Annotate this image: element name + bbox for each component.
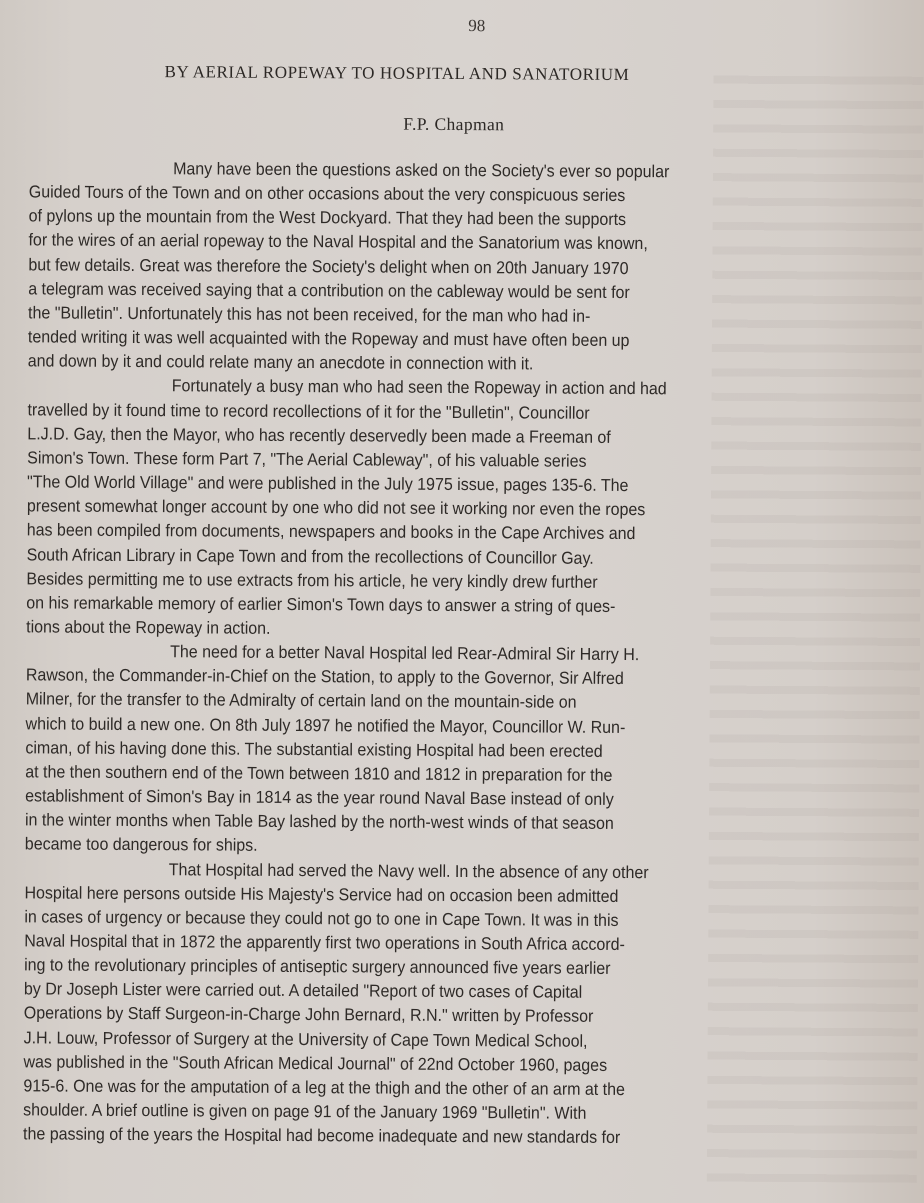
text-line: present somewhat longer account by one who did not see it working nor even the ropes (26, 495, 646, 520)
text-line: on his remarkable memory of earlier Simon's Town days to answer a string of ques- (26, 592, 616, 616)
text-line: became too dangerous for ships. (24, 833, 258, 856)
text-line: of pylons up the mountain from the West Dockyard. That they had been the supports (28, 205, 627, 230)
text-line: Simon's Town. These form Part 7, "The Aerial Cableway", of his valuable series (27, 447, 587, 471)
text-line: has been compiled from documents, newspapers and books in the Cape Archives and (26, 519, 636, 544)
text-line: The need for a better Naval Hospital led Rear-Admiral Sir Harry H. (170, 641, 640, 665)
text-line: That Hospital had served the Navy well. In the absence of any other (168, 858, 649, 882)
text-line: by Dr Joseph Lister were carried out. A detailed "Report of two cases of Capital (23, 978, 583, 1003)
text-line: shoulder. A brief outline is given on page 91 of the January 1969 "Bulletin". With (23, 1099, 587, 1123)
text-line: "The Old World Village" and were published in the July 1975 issue, pages 135-6. The (26, 471, 629, 496)
text-line: Guided Tours of the Town and on other occasions about the very conspicuous series (28, 181, 626, 206)
paragraph-4 (23, 856, 905, 1151)
text-line: Besides permitting me to use extracts from his article, he very kindly drew further (26, 568, 598, 592)
text-line: Naval Hospital that in 1872 the apparently first two operations in South Africa accord- (24, 930, 625, 955)
page-number: 98 (468, 16, 486, 36)
text-line: the passing of the years the Hospital had become inadequate and new standards for (23, 1123, 621, 1148)
paragraph-3 (25, 638, 906, 861)
text-line: establishment of Simon's Bay in 1814 as the year round Naval Base instead of only (25, 785, 614, 810)
text-line: tended writing it was well acquainted with the Ropeway and must have often been up (27, 326, 630, 351)
text-line: in the winter months when Table Bay lashed by the north-west winds of that season (24, 809, 614, 834)
text-line: which to build a new one. On 8th July 1897 he notified the Mayor, Councillor W. Run- (25, 712, 626, 737)
text-line: in cases of urgency or because they could not go to one in Cape Town. It was in this (24, 906, 619, 930)
text-line: and down by it and could relate many an anecdote in connection with it. (27, 350, 534, 374)
paragraph-1 (28, 155, 909, 378)
text-line: travelled by it found time to record recollections of it for the "Bulletin", Councillor (27, 398, 590, 423)
paragraph-2 (26, 373, 908, 644)
text-line: the "Bulletin". Unfortunately this has not been received, for the man who had in- (28, 302, 591, 326)
article-author: F.P. Chapman (403, 113, 505, 135)
article-body (23, 155, 909, 1151)
text-line: at the then southern end of the Town between 1810 and 1812 in preparation for the (25, 761, 613, 785)
text-line: ciman, of his having done this. The substantial existing Hospital had been erected (25, 737, 603, 761)
text-line: Rawson, the Commander-in-Chief on the Station, to apply to the Governor, Sir Alfred (25, 664, 624, 689)
text-line: Hospital here persons outside His Majesty's Service had on occasion been admitted (24, 882, 619, 906)
text-line: a telegram was received saying that a contribution on the cableway would be sent for (28, 278, 630, 302)
text-line: ing to the revolutionary principles of antiseptic surgery announced five years earlier (24, 954, 611, 979)
text-line: 915-6. One was for the amputation of a leg at the thigh and the other of an arm at the (23, 1075, 625, 1099)
text-line: J.H. Louw, Professor of Surgery at the University of Cape Town Medical School, (23, 1026, 588, 1051)
text-line: Fortunately a busy man who had seen the Ropeway in action and had (171, 375, 667, 399)
text-line: South African Library in Cape Town and from the recollections of Councillor Gay. (26, 543, 594, 568)
text-line: Milner, for the transfer to the Admiralty of certain land on the mountain-side on (25, 688, 577, 713)
text-line: Operations by Staff Surgeon-in-Charge John Bernard, R.N." written by Professor (23, 1002, 594, 1027)
article-title: BY AERIAL ROPEWAY TO HOSPITAL AND SANATORIUM (164, 62, 630, 85)
text-line: Many have been the questions asked on the Society's ever so popular (173, 158, 670, 182)
text-line: tions about the Ropeway in action. (26, 616, 271, 638)
text-line: but few details. Great was therefore the Society's delight when on 20th January 1970 (28, 253, 629, 278)
text-line: was published in the "South African Medical Journal" of 22nd October 1960, pages (23, 1051, 608, 1075)
text-line: for the wires of an aerial ropeway to the Naval Hospital and the Sanatorium was known, (28, 229, 648, 254)
text-line: L.J.D. Gay, then the Mayor, who has recently deservedly been made a Freeman of (27, 423, 611, 447)
